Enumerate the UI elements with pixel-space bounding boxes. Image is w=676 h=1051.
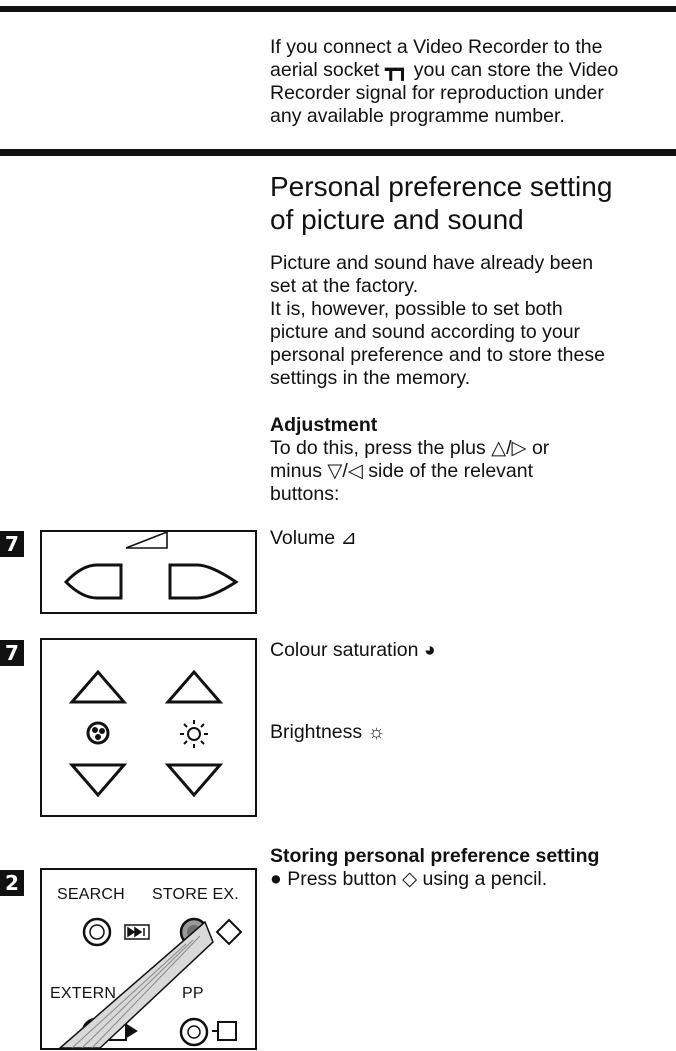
- store-ex-label: STORE EX.: [152, 886, 239, 903]
- brightness-icon: [180, 720, 208, 748]
- para-line: set at the factory.: [270, 275, 419, 297]
- storing-heading: Storing personal preference setting: [270, 845, 600, 867]
- para-line: personal preference and to store these: [270, 344, 605, 366]
- section-title: [270, 170, 670, 236]
- brightness-up-button[interactable]: [168, 672, 220, 702]
- para-line: picture and sound according to your: [270, 321, 581, 343]
- volume-figure: [0, 520, 260, 640]
- volume-label: Volume ⊿: [270, 527, 357, 549]
- title-line: Personal preference setting: [270, 171, 613, 202]
- top-rule: [0, 6, 676, 12]
- figure-badge: 2: [0, 870, 24, 896]
- intro-text: [270, 36, 670, 128]
- para-line: settings in the memory.: [270, 367, 471, 389]
- pp-label: PP: [182, 985, 204, 1002]
- extern-label: EXTERN: [50, 985, 117, 1002]
- colour-saturation-icon: [88, 723, 108, 743]
- section-paragraph: [270, 252, 670, 390]
- brightness-down-button[interactable]: [168, 765, 220, 795]
- pp-button[interactable]: [181, 1019, 207, 1045]
- search-mode-icon: [125, 925, 149, 939]
- adjustment-line: minus ▽/◁ side of the relevant: [270, 460, 534, 482]
- pp-screen-icon: [212, 1022, 236, 1040]
- adjustment-line: buttons:: [270, 483, 340, 505]
- adjustment-heading: Adjustment: [270, 414, 378, 436]
- volume-minus-button[interactable]: [66, 565, 121, 598]
- search-button[interactable]: [84, 919, 110, 945]
- adjustment-line: To do this, press the plus △/▷ or: [270, 437, 550, 459]
- section-rule: [0, 149, 676, 156]
- para-line: It is, however, possible to set both: [270, 298, 563, 320]
- storing-bullet: ● Press button ◇ using a pencil.: [270, 868, 548, 890]
- title-line: of picture and sound: [270, 204, 524, 235]
- picture-figure: [0, 630, 260, 820]
- pencil-icon: [60, 922, 213, 1048]
- intro-line: Recorder signal for reproduction under: [270, 82, 604, 104]
- brightness-label: Brightness ☼: [270, 721, 386, 743]
- storing-block: [270, 845, 670, 891]
- diamond-icon: [217, 920, 241, 944]
- volume-plus-button[interactable]: [170, 565, 236, 598]
- remote-figure: [0, 860, 260, 1050]
- para-line: Picture and sound have already been: [270, 252, 594, 274]
- colour-up-button[interactable]: [72, 672, 124, 702]
- intro-line: aerial socket ┳┓ you can store the Video: [270, 59, 619, 81]
- adjustment-block: [270, 414, 670, 506]
- figure-badge: 7: [0, 640, 24, 666]
- intro-line: any available programme number.: [270, 105, 565, 127]
- search-label: SEARCH: [57, 886, 125, 903]
- colour-saturation-label: Colour saturation ◕: [270, 639, 436, 661]
- colour-down-button[interactable]: [72, 765, 124, 795]
- figure-badge: 7: [0, 531, 24, 557]
- intro-line: If you connect a Video Recorder to the: [270, 36, 603, 58]
- volume-icon: [126, 532, 167, 548]
